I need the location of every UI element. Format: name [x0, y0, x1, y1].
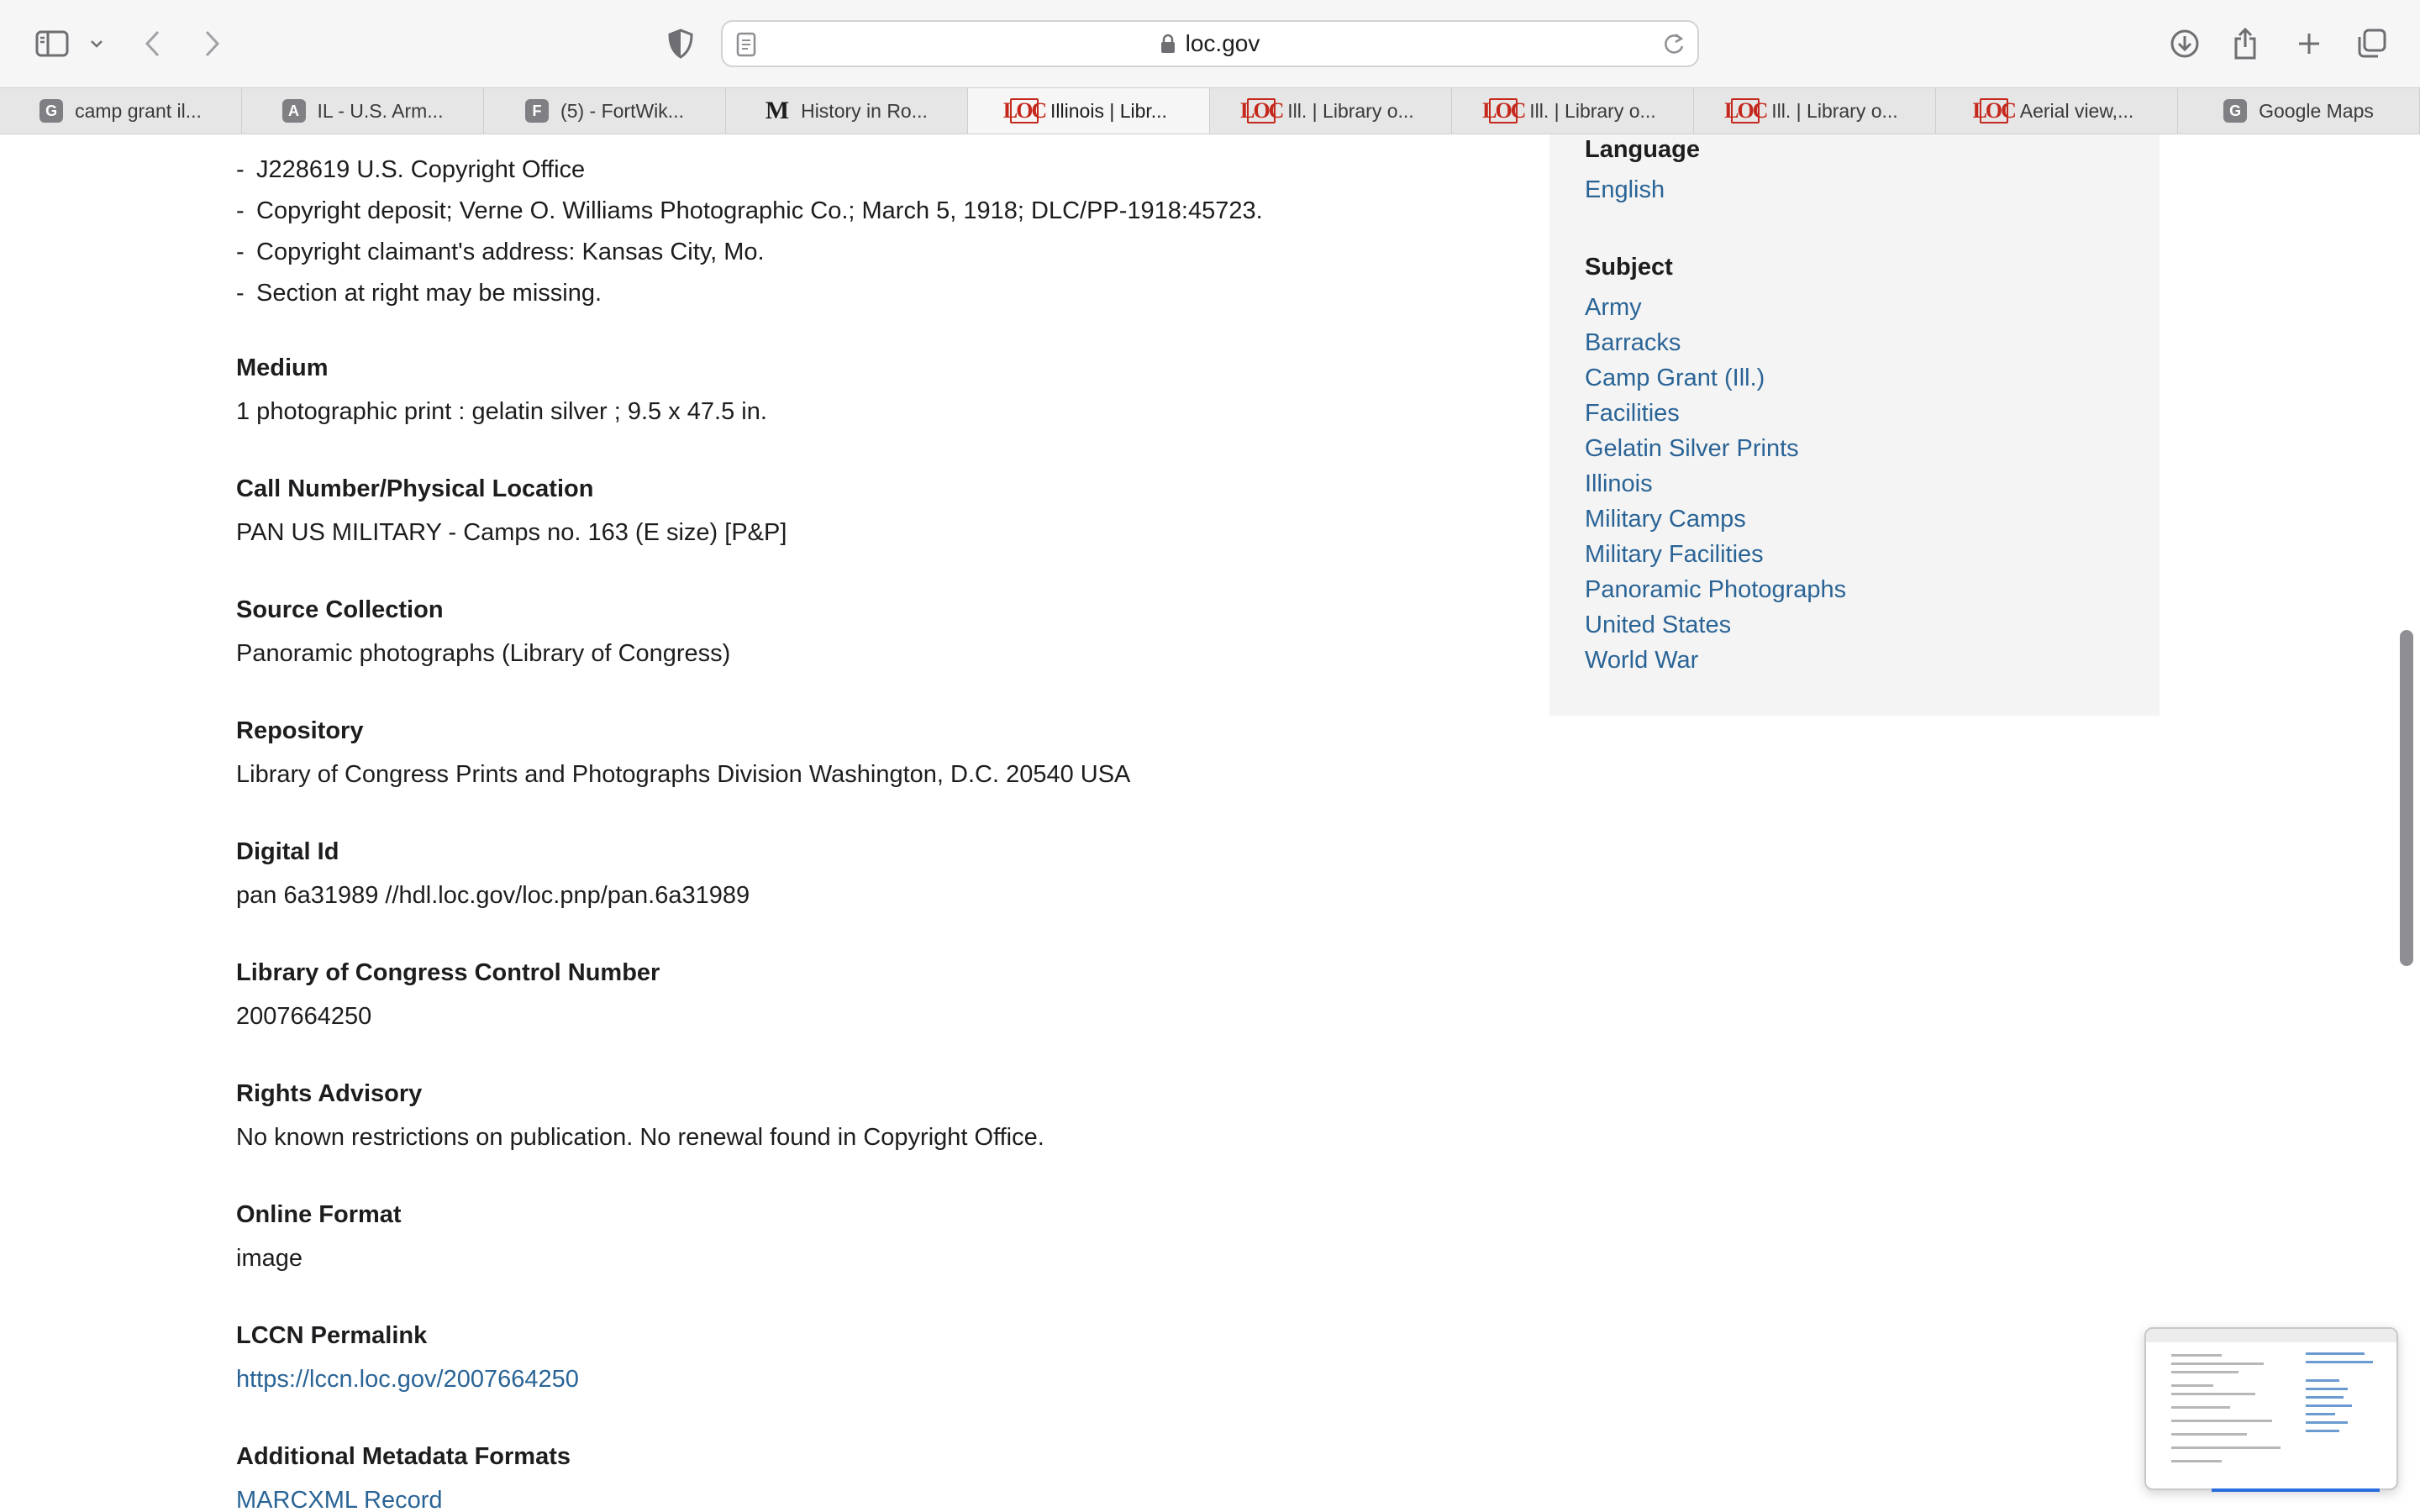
- subject-link[interactable]: World War: [1585, 647, 1699, 674]
- notes-list: [236, 150, 1263, 314]
- note-item: - Copyright claimant's address: Kansas City, Mo.: [236, 239, 765, 265]
- browser-tab[interactable]: [1694, 88, 1936, 134]
- loc-logo-icon: LOC: [1972, 98, 2015, 123]
- thumbnail-accent-bar: [2212, 1488, 2380, 1492]
- repository-field: [236, 714, 1130, 791]
- browser-tab[interactable]: [484, 88, 726, 134]
- call-number-label: Call Number/Physical Location: [236, 475, 594, 502]
- tab-label: (5) - FortWik...: [560, 99, 684, 122]
- subject-link[interactable]: Facilities: [1585, 400, 1680, 427]
- call-number-value: PAN US MILITARY - Camps no. 163 (E size) [P&P]: [236, 519, 787, 546]
- subject-link[interactable]: Camp Grant (Ill.): [1585, 365, 1765, 391]
- permalink-label: LCCN Permalink: [236, 1322, 428, 1349]
- medium-field: [236, 351, 767, 428]
- subject-link[interactable]: Military Facilities: [1585, 541, 1764, 568]
- address-text: loc.gov: [1185, 30, 1260, 56]
- metadata-formats-field: [236, 1440, 571, 1512]
- tab-label: Ill. | Library o...: [1529, 99, 1656, 122]
- language-link[interactable]: English: [1585, 176, 1665, 203]
- lock-icon: [1160, 34, 1176, 54]
- source-collection-field: [236, 593, 730, 670]
- browser-tab[interactable]: [0, 88, 242, 134]
- browser-tab[interactable]: [1936, 88, 2178, 134]
- loc-logo-icon: LOC: [1724, 98, 1767, 123]
- permalink-link[interactable]: https://lccn.loc.gov/2007664250: [236, 1366, 579, 1393]
- loc-logo-icon: LOC: [1240, 98, 1283, 123]
- scrollbar-thumb[interactable]: [2400, 630, 2413, 966]
- call-number-field: [236, 472, 786, 549]
- tab-label: camp grant il...: [75, 99, 202, 122]
- privacy-shield-icon[interactable]: [666, 20, 696, 67]
- subject-label: Subject: [1585, 254, 1673, 281]
- browser-tab[interactable]: [242, 88, 484, 134]
- chevron-down-icon[interactable]: [86, 20, 108, 67]
- digital-id-label: Digital Id: [236, 838, 339, 865]
- online-format-field: [236, 1198, 402, 1275]
- subject-link[interactable]: Gelatin Silver Prints: [1585, 435, 1799, 462]
- loc-logo-icon: LOC: [1002, 98, 1046, 123]
- browser-tab[interactable]: [968, 88, 1210, 134]
- loc-logo-icon: LOC: [1482, 98, 1525, 123]
- downloads-icon[interactable]: [2168, 20, 2202, 67]
- online-format-value: image: [236, 1245, 302, 1272]
- subject-link[interactable]: Panoramic Photographs: [1585, 576, 1847, 603]
- favicon-icon: M: [765, 97, 790, 124]
- page-scrollbar[interactable]: [2396, 134, 2420, 1512]
- address-bar[interactable]: [721, 20, 1699, 67]
- metadata-formats-label: Additional Metadata Formats: [236, 1443, 571, 1470]
- rights-label: Rights Advisory: [236, 1080, 423, 1107]
- source-collection-value: Panoramic photographs (Library of Congress): [236, 640, 731, 667]
- medium-value: 1 photographic print : gelatin silver ; 9.5 x 47.5 in.: [236, 398, 767, 425]
- marcxml-record-link[interactable]: MARCXML Record: [236, 1487, 443, 1512]
- favicon-icon: G: [39, 99, 63, 123]
- rights-field: [236, 1077, 1044, 1154]
- facets-sidebar: [1549, 134, 2160, 716]
- tab-label: IL - U.S. Arm...: [317, 99, 444, 122]
- repository-label: Repository: [236, 717, 364, 744]
- back-arrow-icon[interactable]: [139, 20, 166, 67]
- lccn-field: [236, 956, 660, 1033]
- favicon-icon: A: [282, 99, 306, 123]
- tab-bar: [0, 87, 2420, 134]
- page-content: [0, 134, 2420, 1512]
- share-icon[interactable]: [2230, 20, 2260, 67]
- note-item: - Copyright deposit; Verne O. Williams Photographic Co.; March 5, 1918; DLC/PP-1918:45723.: [236, 197, 1263, 224]
- tab-label: Ill. | Library o...: [1771, 99, 1898, 122]
- forward-arrow-icon[interactable]: [198, 20, 225, 67]
- browser-tab[interactable]: [1210, 88, 1452, 134]
- tab-label: History in Ro...: [801, 99, 928, 122]
- new-tab-icon[interactable]: [2294, 20, 2324, 67]
- medium-label: Medium: [236, 354, 329, 381]
- subject-link[interactable]: Military Camps: [1585, 506, 1746, 533]
- digital-id-value: pan 6a31989 //hdl.loc.gov/loc.pnp/pan.6a31989: [236, 882, 750, 909]
- digital-id-field: [236, 835, 750, 912]
- permalink-field: [236, 1319, 579, 1396]
- sidebar-toggle-icon[interactable]: [34, 20, 71, 67]
- tab-label: Ill. | Library o...: [1287, 99, 1414, 122]
- favicon-icon: F: [525, 99, 549, 123]
- subject-link[interactable]: United States: [1585, 612, 1732, 638]
- online-format-label: Online Format: [236, 1201, 402, 1228]
- note-item: - J228619 U.S. Copyright Office: [236, 156, 586, 183]
- tab-overview-icon[interactable]: [2354, 20, 2388, 67]
- lccn-label: Library of Congress Control Number: [236, 959, 660, 986]
- browser-toolbar: [0, 0, 2420, 87]
- browser-tab[interactable]: [2178, 88, 2420, 134]
- browser-tab[interactable]: [1452, 88, 1694, 134]
- reload-icon[interactable]: [1662, 32, 1686, 61]
- source-collection-label: Source Collection: [236, 596, 444, 623]
- language-label: Language: [1585, 136, 1700, 163]
- subject-link[interactable]: Illinois: [1585, 470, 1653, 497]
- subject-link[interactable]: Barracks: [1585, 329, 1681, 356]
- lccn-value: 2007664250: [236, 1003, 372, 1030]
- tab-label: Google Maps: [2259, 99, 2374, 122]
- rights-value: No known restrictions on publication. No renewal found in Copyright Office.: [236, 1124, 1044, 1151]
- tab-label: Aerial view,...: [2019, 99, 2134, 122]
- screenshot-thumbnail[interactable]: [2144, 1327, 2398, 1490]
- tab-label: Illinois | Libr...: [1050, 99, 1167, 122]
- favicon-icon: G: [2223, 99, 2247, 123]
- note-item: - Section at right may be missing.: [236, 280, 602, 307]
- browser-tab[interactable]: [726, 88, 968, 134]
- repository-value: Library of Congress Prints and Photographs Division Washington, D.C. 20540 USA: [236, 761, 1131, 788]
- subject-link[interactable]: Army: [1585, 294, 1642, 321]
